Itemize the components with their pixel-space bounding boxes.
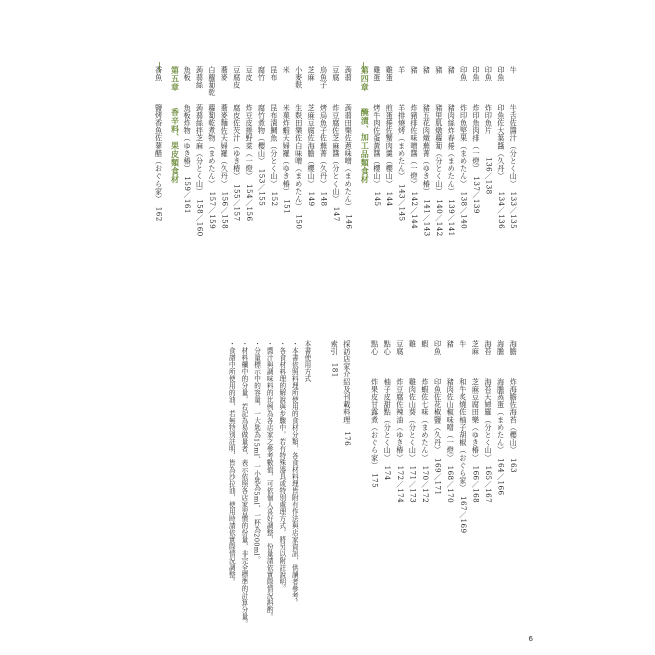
toc-entry: 雞 雞肉佐山葵（分とく山） 171／173 bbox=[408, 340, 418, 504]
toc-entry: 索引 181 bbox=[330, 340, 340, 378]
toc-entry: 昆布 昆布漬鯛魚（分とく山） 152 bbox=[269, 66, 279, 207]
toc-entry: 牛 和牛炙燒佐柚子胡椒（おぐら家） 167／169 bbox=[458, 340, 468, 534]
usage-note: ・各食材料理的解說與步驟中，若有特殊器具或特別處理方式，將另以附註說明。 bbox=[277, 340, 286, 592]
toc-entry: 小麥麩 生麩田樂佐白味噌（まめたん） 150 bbox=[294, 66, 304, 230]
toc-entry: 雞蛋 烤牛肉佐蛋黃醬（櫻山） 145 bbox=[372, 66, 382, 207]
toc-entry: 蕎麥 蕎麥麵佐天婦羅（久丹） 156／158 bbox=[220, 66, 230, 230]
toc-entry: 點心 柚子皮甜點（分とく山） 174 bbox=[383, 340, 393, 481]
toc-entry: 魚板 魚板炸物（ゆき椿） 159／161 bbox=[183, 66, 193, 214]
toc-entry: 蒟蒻 蒟蒻田樂佐蔥味噌（まめたん） 146 bbox=[344, 66, 354, 230]
usage-note: ・本書依照料理所使用的食材分類，各食材料理皆附有作法與店家資訊，供讀者參考。 bbox=[290, 340, 299, 606]
toc-entry: 豬 炸豬排佐味噌醬（一燈） 142／144 bbox=[410, 66, 419, 230]
toc-entry: 羊 羊排燒烤（まめたん） 143／145 bbox=[397, 66, 407, 222]
chapter-heading: 第四章 醃漬、加工品類食材 bbox=[360, 66, 371, 184]
toc-entry: 豬 豬里肌燉蘿蔔（分とく山） 140／142 bbox=[434, 66, 444, 237]
toc-entry: 蒟蒻絲 蒟蒻絲拌芝麻（分とく山） 158／160 bbox=[195, 66, 205, 237]
toc-entry: 海膽 炸海膽佐海苔（櫻山） 163 bbox=[509, 340, 519, 473]
toc-entry: 白蘿蔔乾 蘿蔔乾煮物（まめたん） 157／159 bbox=[207, 66, 217, 230]
toc-entry: 豆腐皮 腐皮佐芡汁（ゆき椿） 155／157 bbox=[232, 66, 242, 222]
chapter-heading: 第五章 香辛料、果皮類食材 bbox=[170, 66, 181, 184]
toc-entry: 採訪店家介紹及刊載料理 176 bbox=[342, 340, 352, 447]
toc-entry: 香魚 鹽烤香魚佐蓼醋（おぐら家） 162 bbox=[154, 66, 164, 222]
toc-entry: 牛 牛舌佐醬汁（分とく山） 133／135 bbox=[509, 66, 519, 230]
toc-entry: 雞蛋 煎蛋捲佐蟹肉羹（櫻山） 144 bbox=[385, 66, 395, 207]
toc-entry: 點心 炸果皮甘露煮（おぐら家） 175 bbox=[370, 340, 380, 489]
toc-entry: 豬 豬五花肉燉蕪菁（ゆき椿） 141／143 bbox=[422, 66, 432, 237]
usage-note: ・食譜中所使用的油，若無特別註明，皆為沙拉油，使用時請依實際情況調整。 bbox=[227, 340, 236, 585]
usage-note: ・醬汁與調味料的比例為各店家之參考數值，可依個人喜好調整，份量請依實際情況斟酌。 bbox=[265, 340, 274, 620]
usage-note: ・材料欄中的分量，若記為易做量者，表示依照各店家習慣的份量，非完全標準的計算分量。 bbox=[239, 340, 248, 627]
usage-note: ・分量標示中的容量，一大匙為15ml、一小匙為5ml、一杯為200ml。 bbox=[252, 340, 261, 564]
toc-entry: 豆皮 炸豆皮捲野菜（一燈） 154／156 bbox=[245, 66, 255, 222]
toc-entry: 豬 豬肉佐山椒味噌（一燈） 168／170 bbox=[446, 340, 456, 504]
toc-entry: 豆腐 炸豆腐佐辣油（ゆき椿） 172／174 bbox=[395, 340, 405, 504]
toc-entry: 印魚 印魚佐花椒鹽（久丹） 169／171 bbox=[433, 340, 443, 496]
toc-entry: 豬 豬肉絲炸春捲（まめたん） 139／141 bbox=[447, 66, 457, 237]
toc-entry: 印魚 印魚佐大葉醬（久丹） 134／136 bbox=[496, 66, 506, 230]
toc-entry: 印魚 炸印魚肉排（一燈） 137／139 bbox=[472, 66, 481, 214]
toc-entry: 印魚 炸印魚片 136／138 bbox=[484, 66, 494, 195]
toc-entry: 海膽 海膽蒸蛋（まめたん） 164／166 bbox=[496, 340, 506, 496]
toc-entry: 芝麻 芝麻豆腐田樂（ゆき椿） 166／168 bbox=[471, 340, 481, 504]
toc-entry: 芝麻 芝麻豆腐佐海膽（櫻山） 149 bbox=[307, 66, 317, 207]
toc-entry: 米 米菓炸蝦天婦羅（ゆき椿） 151 bbox=[282, 66, 292, 215]
toc-entry: 腐竹 腐竹煮物（櫻山） 153／155 bbox=[257, 66, 267, 207]
usage-note: 本書使用方式 bbox=[302, 340, 311, 382]
toc-entry: 豆腐 炸豆腐佐芝麻醬（分とく山） 147 bbox=[331, 66, 341, 222]
page-number: 6 bbox=[528, 635, 533, 643]
toc-entry: 蝦 炸蝦佐七味（まめたん） 170／172 bbox=[421, 340, 430, 504]
toc-entry: 烏魚子 烤烏魚子佐蕪菁（久丹） 148 bbox=[319, 66, 329, 207]
toc-entry: 海苔 海苔天婦羅（分とく山） 165／167 bbox=[484, 340, 493, 504]
toc-entry: 印魚 炸印魚堅果（まめたん） 138／140 bbox=[459, 66, 469, 230]
